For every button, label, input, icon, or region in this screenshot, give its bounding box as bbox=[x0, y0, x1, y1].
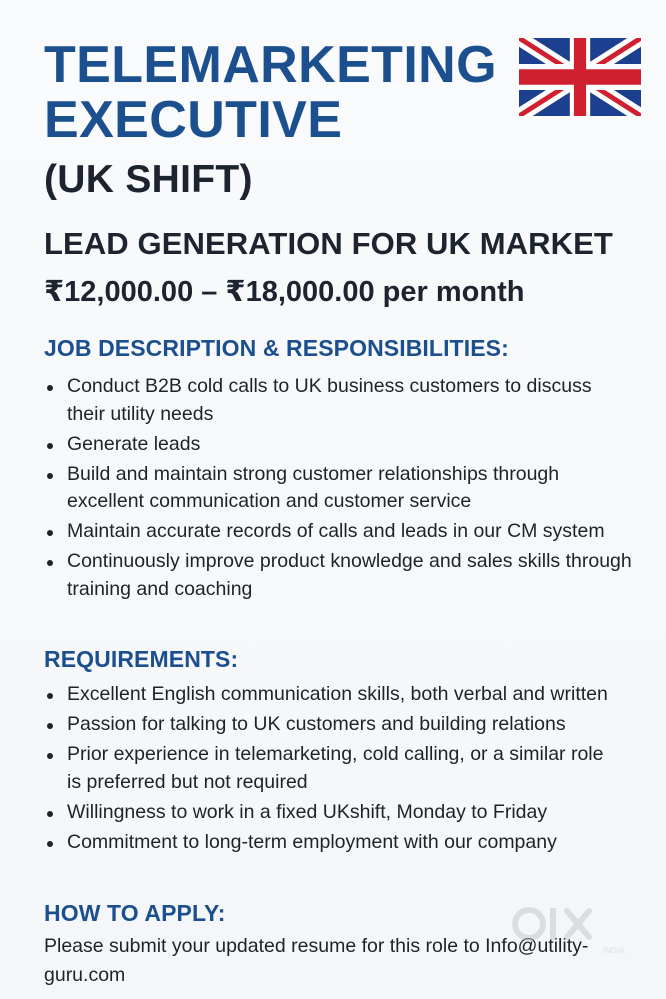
svg-text:INDIA: INDIA bbox=[603, 946, 625, 955]
requirement-item: Willingness to work in a fixed UKshift, Monday to Friday bbox=[44, 799, 622, 827]
olx-watermark-logo bbox=[505, 895, 635, 961]
page-subtitle: (UK SHIFT) bbox=[44, 158, 253, 201]
requirements-heading: REQUIREMENTS: bbox=[44, 646, 239, 672]
requirements-list bbox=[44, 681, 622, 859]
job-description-heading: JOB DESCRIPTION & RESPONSIBILITIES: bbox=[44, 335, 509, 361]
requirement-item: Excellent English communication skills, both verbal and written bbox=[44, 681, 622, 709]
page-title: TELEMARKETING EXECUTIVE bbox=[44, 36, 497, 149]
how-to-apply-heading: HOW TO APPLY: bbox=[44, 900, 226, 926]
job-description-item: Generate leads bbox=[44, 431, 634, 459]
job-description-item: Conduct B2B cold calls to UK business customers to discuss their utility needs bbox=[44, 373, 634, 428]
how-to-apply-text: Please submit your updated resume for this role to Info@utility-guru.com bbox=[44, 935, 589, 986]
requirement-item: Prior experience in telemarketing, cold calling, or a similar role is preferred but not required bbox=[44, 741, 622, 796]
salary-range: ₹12,000.00 – ₹18,000.00 per month bbox=[44, 276, 525, 308]
job-description-list bbox=[44, 373, 634, 606]
requirement-item: Passion for talking to UK customers and building relations bbox=[44, 711, 622, 739]
job-description-item: Build and maintain strong customer relationships through excellent communication and customer service bbox=[44, 461, 634, 516]
job-description-item: Maintain accurate records of calls and leads in our CM system bbox=[44, 518, 634, 546]
union-jack-flag-icon bbox=[519, 38, 641, 116]
lead-generation-heading: LEAD GENERATION FOR UK MARKET bbox=[44, 226, 613, 261]
job-description-item: Continuously improve product knowledge and sales skills through training and coaching bbox=[44, 548, 634, 603]
requirement-item: Commitment to long-term employment with our company bbox=[44, 829, 622, 857]
